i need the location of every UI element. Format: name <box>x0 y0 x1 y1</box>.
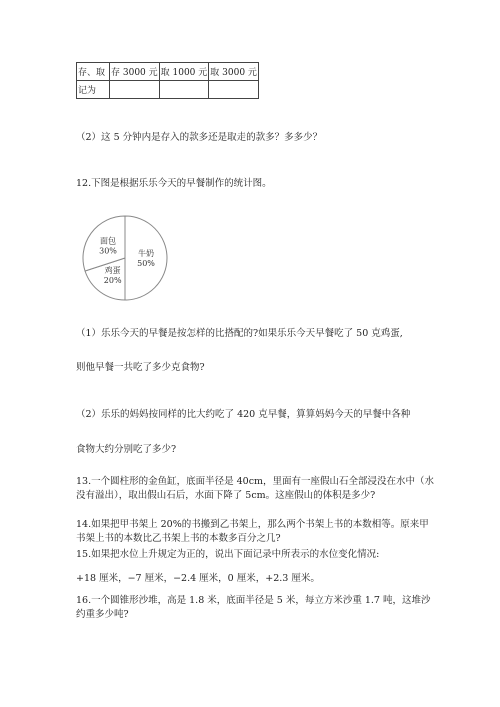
pie-slice-percent: 30% <box>99 246 117 256</box>
question-12-2-line2: 食物大约分别吃了多少? <box>76 444 177 455</box>
question-12-2-line1: （2）乐乐的妈妈按同样的比大约吃了 420 克早餐，算算妈妈今天的早餐中各种 <box>76 409 411 420</box>
pie-slice-label: 鸡蛋 <box>104 265 121 275</box>
question-15-line1: 15.如果把水位上升规定为正的，说出下面记录中所表示的水位变化情况: <box>76 549 380 560</box>
question-12-1-line2: 则他早餐一共吃了多少克食物? <box>76 362 205 373</box>
pie-slice <box>125 216 167 300</box>
table-cell: 记为 <box>77 81 110 99</box>
deposit-table <box>76 62 259 99</box>
table-row <box>77 81 259 99</box>
table-cell: 取 1000 元 <box>159 63 209 81</box>
table-row <box>77 63 259 81</box>
pie-slice-label: 牛奶 <box>138 249 154 258</box>
table-cell: 取 3000 元 <box>209 63 259 81</box>
pie-slice-percent: 20% <box>103 275 122 285</box>
pie-slice-label: 面包 <box>100 236 117 246</box>
table-cell: 存、取 <box>77 63 110 81</box>
question-15-line2: +18 厘米，−7 厘米，−2.4 厘米，0 厘米，+2.3 厘米。 <box>76 573 320 584</box>
question-16: 16.一个圆锥形沙堆，高是 1.8 米，底面半径是 5 米，每立方米沙重 1.7 吨，这堆沙约重多少吨? <box>76 595 431 620</box>
table-cell <box>209 81 259 99</box>
question-13: 13.一个圆柱形的金鱼缸，底面半径是 40cm，里面有一座假山石全部浸没在水中（水没有溢出），取出假山石后，水面下降了 5cm。这座假山的体积是多少? <box>76 476 435 501</box>
pie-slice-percent: 50% <box>137 259 155 268</box>
question-12-title: 12.下图是根据乐乐今天的早餐制作的统计图。 <box>76 178 272 189</box>
table-cell: 存 3000 元 <box>110 63 160 81</box>
table-cell <box>159 81 209 99</box>
breakfast-pie-chart <box>80 213 170 303</box>
question-11-2: （2）这 5 分钟内是存入的款多还是取走的款多？多多少？ <box>76 132 323 143</box>
table-cell <box>110 81 160 99</box>
question-14: 14.如果把甲书架上 20%的书搬到乙书架上，那么两个书架上书的本数相等。原来甲书架上书的本数比乙书架上书的本数多百分之几? <box>76 519 429 544</box>
question-12-1-line1: （1）乐乐今天的早餐是按怎样的比搭配的?如果乐乐今天早餐吃了 50 克鸡蛋, <box>76 328 403 339</box>
